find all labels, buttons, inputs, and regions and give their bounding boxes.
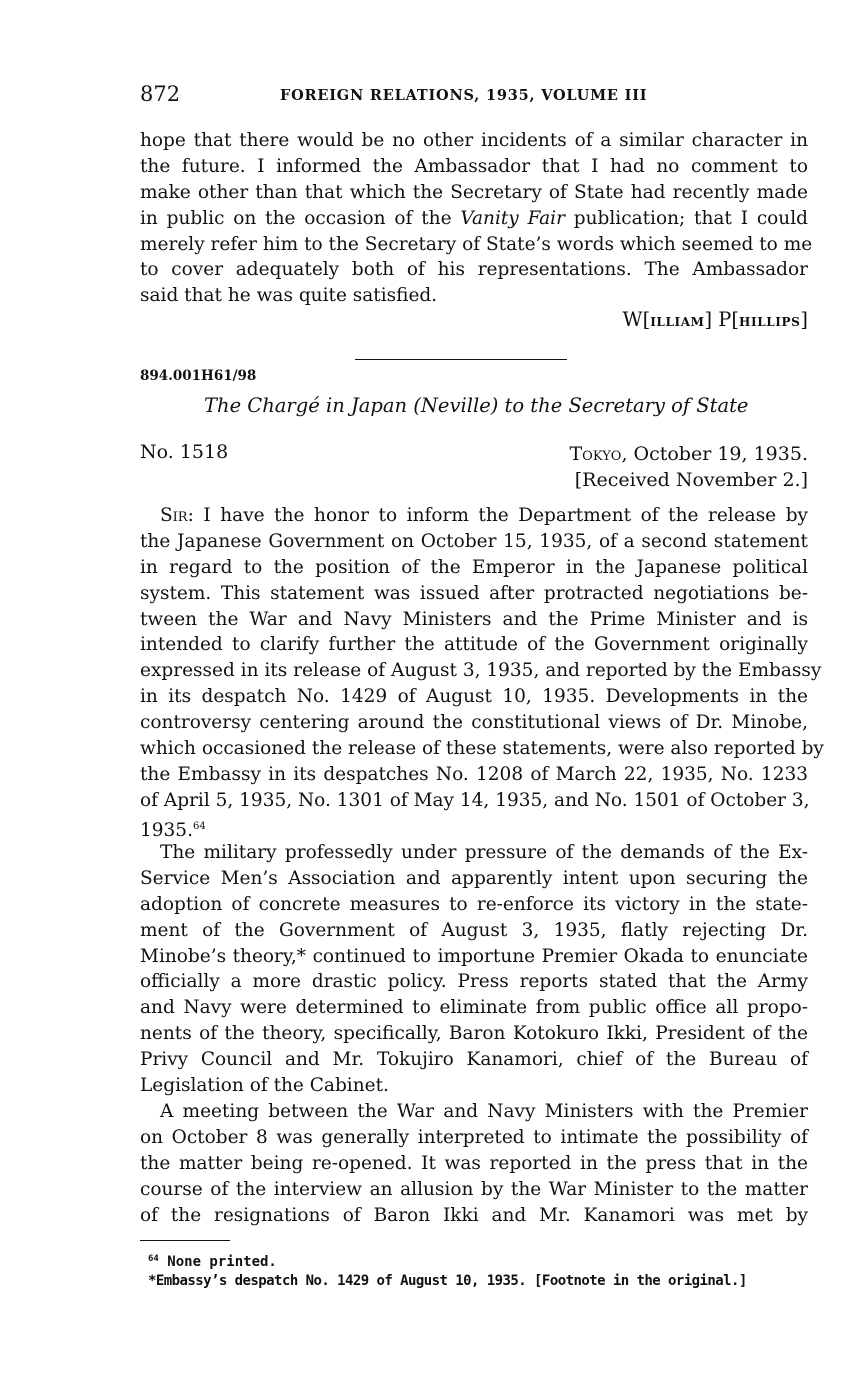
text-line: of April 5, 1935, No. 1301 of May 14, 1935, and No. 1501 of October 3, xyxy=(140,789,810,811)
dateline xyxy=(570,441,809,467)
salutation: Sir: xyxy=(160,505,194,526)
text-line: adoption of concrete measures to re-enforce its victory in the state- xyxy=(140,893,808,915)
text-line: nents of the theory, specifically, Baron Kotokuro Ikki, President of the xyxy=(140,1023,808,1045)
text-line: which occasioned the release of these statements, were also reported by xyxy=(140,738,824,760)
footnote-64 xyxy=(148,1254,277,1270)
text-line: officially a more drastic policy. Press reports stated that the Army xyxy=(140,971,808,993)
text-line: ment of the Government of August 3, 1935, flatly rejecting Dr. xyxy=(140,919,808,941)
paragraph-3 xyxy=(140,1099,808,1228)
paragraph-1 xyxy=(140,503,824,841)
text-fragment: 1935. xyxy=(140,819,193,841)
previous-letter-ending xyxy=(140,128,813,309)
place-and-date xyxy=(570,441,809,493)
text-line: Minobe’s theory,* continued to importune Premier Okada to enunciate xyxy=(140,945,808,967)
text-line: hope that there would be no other incidents of a similar character in xyxy=(140,130,808,151)
italic-title: Vanity Fair xyxy=(460,207,565,229)
text-line: intended to clarify further the attitude of the Government originally xyxy=(140,634,808,656)
text-line: The military professedly under pressure of the demands of the Ex- xyxy=(160,842,808,863)
text-line xyxy=(140,814,808,840)
text-line xyxy=(140,206,808,232)
date: , October 19, 1935. xyxy=(621,443,808,465)
signature xyxy=(623,308,808,331)
text-line: the Japanese Government on October 15, 1935, of a second statement xyxy=(140,530,808,552)
running-head: FOREIGN RELATIONS, 1935, VOLUME III xyxy=(280,87,648,104)
sig-part: ] xyxy=(800,308,808,331)
section-divider xyxy=(355,359,567,360)
text-line: said that he was quite satisfied. xyxy=(140,285,438,307)
text-fragment: publication; that I could xyxy=(573,207,808,229)
text-fragment: in public on the occasion of the xyxy=(140,207,452,229)
text-line: tween the War and Navy Ministers and the Prime Minister and is xyxy=(140,608,808,630)
document-title: The Chargé in Japan (Neville) to the Secretary of State xyxy=(204,394,749,417)
footnote-reference: 64 xyxy=(192,820,206,832)
text-line: Service Men’s Association and apparently intent upon securing the xyxy=(140,867,808,889)
footnote-mark: 64 xyxy=(148,1254,159,1264)
text-line: of the resignations of Baron Ikki and Mr. Kanamori was met by xyxy=(140,1204,808,1226)
text-line: in its despatch No. 1429 of August 10, 1935. Developments in the xyxy=(140,686,808,708)
sig-part: ] P[ xyxy=(704,308,740,331)
file-number: 894.001H61/98 xyxy=(140,368,257,384)
text-line: the future. I informed the Ambassador that I had no comment to xyxy=(140,155,808,177)
footnote-divider xyxy=(140,1240,230,1241)
text-line: course of the interview an allusion by the War Minister to the matter xyxy=(140,1178,808,1200)
text-line: and Navy were determined to eliminate from public office all propo- xyxy=(140,997,808,1019)
text-line: on October 8 was generally interpreted to intimate the possibility of xyxy=(140,1126,808,1148)
city: Tokyo xyxy=(569,443,622,465)
text-fragment: I have the honor to inform the Department of the release by xyxy=(203,505,808,526)
text-line: in regard to the position of the Emperor in the Japanese political xyxy=(140,556,808,578)
text-line: system. This statement was issued after protracted negotiations be- xyxy=(140,582,808,604)
footnote-text: None printed. xyxy=(167,1254,277,1270)
text-line: Privy Council and Mr. Tokujiro Kanamori, chief of the Bureau of xyxy=(140,1049,808,1071)
text-line: make other than that which the Secretary of State had recently made xyxy=(140,181,808,203)
text-line: expressed in its release of August 3, 1935, and reported by the Embassy xyxy=(140,660,822,682)
page-number: 872 xyxy=(140,82,181,106)
sig-part: ILLIAM xyxy=(650,315,705,329)
text-line: Legislation of the Cabinet. xyxy=(140,1075,389,1097)
received-date: [Received November 2.] xyxy=(574,469,808,491)
document-number: No. 1518 xyxy=(140,441,229,463)
text-line xyxy=(140,503,808,529)
footnote-asterisk: *Embassy’s despatch No. 1429 of August 10, 1935. [Footnote in the original.] xyxy=(148,1273,747,1289)
page-header xyxy=(140,82,808,112)
sig-part: W[ xyxy=(622,308,651,331)
text-line: the matter being re-opened. It was reported in the press that in the xyxy=(140,1152,808,1174)
text-line: the Embassy in its despatches No. 1208 of March 22, 1935, No. 1233 xyxy=(140,763,808,785)
paragraph-2 xyxy=(140,840,808,1099)
text-line: merely refer him to the Secretary of State’s words which seemed to me xyxy=(140,233,813,255)
text-line: A meeting between the War and Navy Ministers with the Premier xyxy=(160,1101,808,1122)
sig-part: HILLIPS xyxy=(739,315,801,329)
text-line: to cover adequately both of his representations. The Ambassador xyxy=(140,259,808,281)
text-line: controversy centering around the constitutional views of Dr. Minobe, xyxy=(140,712,808,734)
